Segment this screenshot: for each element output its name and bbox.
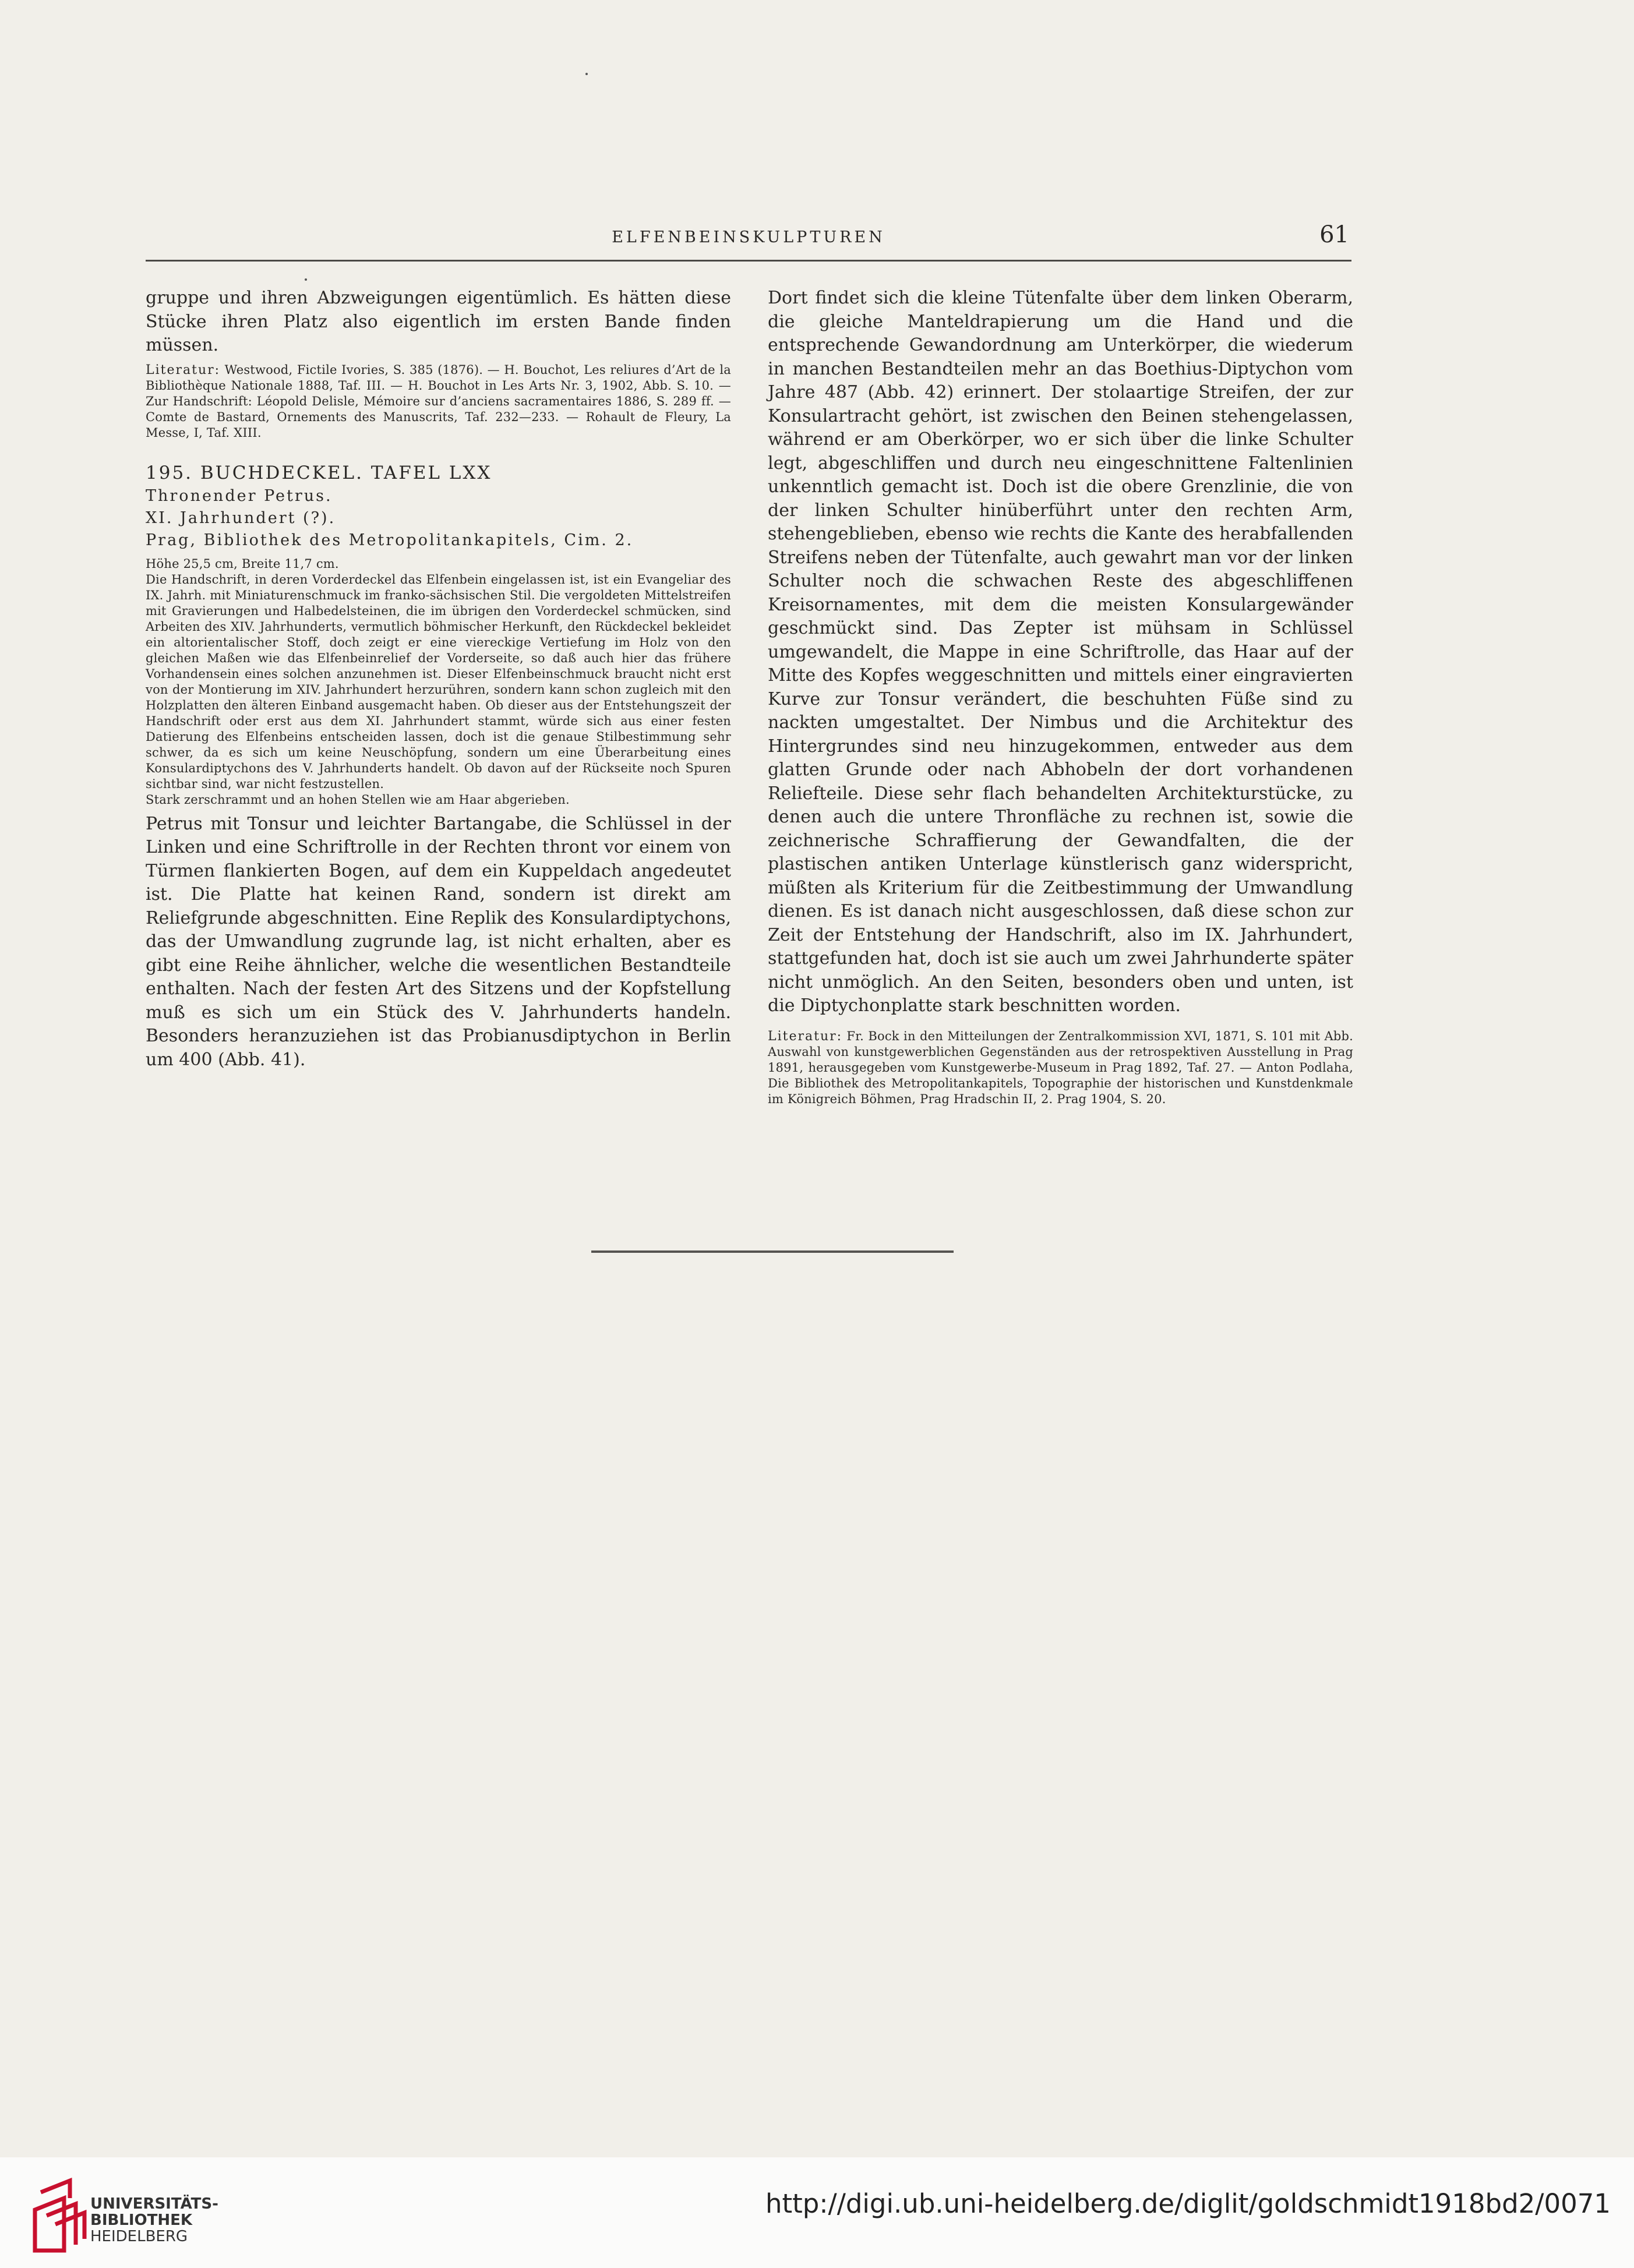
- scan-speck: [585, 73, 588, 75]
- main-paragraph-left: Petrus mit Tonsur und leichter Bartangabe, die Schlüssel in der Linken und eine Schriftrolle in der Rechten thront vor einem von Türmen flankierten Bogen, auf dem ein Kuppeldach angedeutet ist. Die Platte hat keinen Rand, sondern ist direkt am Reliefgrunde abgeschnitten. Eine Replik des Konsulardiptychons, das der Umwandlung zugrunde lag, ist nicht erhalten, aber es gibt eine Reihe ähnlicher, welche die wesentlichen Bestandteile enthalten. Nach der festen Art des Sitzens und der Kopfstellung muß es sich um ein Stück des V. Jahrhunderts handeln. Besonders heranzuziehen ist das Probianusdiptychon in Berlin um 400 (Abb. 41).: [146, 813, 731, 1070]
- scan-speck: [305, 278, 307, 281]
- running-title: ELFENBEINSKULPTUREN: [612, 228, 885, 246]
- right-column: [768, 287, 1353, 1107]
- page-footer: [0, 2157, 1634, 2268]
- page-header: [146, 221, 1351, 262]
- literature-note: [146, 362, 731, 441]
- library-name-line: HEIDELBERG: [90, 2228, 188, 2245]
- entry-title: 195. BUCHDECKEL. TAFEL LXX: [146, 462, 492, 483]
- entry-location: Prag, Bibliothek des Metropolitankapitels, Cim. 2.: [146, 531, 634, 549]
- library-name-line: BIBLIOTHEK: [90, 2212, 193, 2229]
- left-column: [146, 287, 731, 1072]
- section-end-rule: [591, 1250, 954, 1253]
- description-note: Die Handschrift, in deren Vorderdeckel das Elfenbein eingelassen ist, ist ein Evangeliar des IX. Jahrh. mit Miniaturenschmuck im franko-sächsischen Stil. Die vergoldeten Mittelstreifen mit Gravierungen und Halbedelsteinen, die im übrigen den Vorderdeckel schmücken, sind Arbeiten des XIV. Jahrhunderts, vermutlich böhmischer Herkunft, den Rückdeckel bekleidet ein altorientalischer Stoff, doch zeigt er eine viereckige Vertiefung im Holz von den gleichen Maßen wie das Elfenbeinrelief der Vorderseite, so daß auch hier das frühere Vorhandensein eines solchen anzunehmen ist. Dieser Elfenbeinschmuck braucht nicht erst von der Montierung im XIV. Jahrhundert herzurühren, sondern kann schon zugleich mit den Holzplatten den älteren Einband ausgemacht haben. Ob dieser aus der Entstehungszeit der Handschrift oder erst aus dem XI. Jahrhundert stammt, würde sich aus einer festen Datierung des Elfenbeins entscheiden lassen, doch ist die genaue Stilbestimmung sehr schwer, da es sich um keine Neuschöpfung, sondern um eine Überarbeitung eines Konsulardiptychons des V. Jahrhunderts handelt. Ob davon auf der Rückseite noch Spuren sichtbar sind, war nicht festzustellen.: [146, 572, 731, 791]
- dimensions: Höhe 25,5 cm, Breite 11,7 cm.: [146, 556, 339, 571]
- main-paragraph-right: Dort findet sich die kleine Tütenfalte über dem linken Oberarm, die gleiche Manteldrapierung um die Hand und die entsprechende Gewandordnung am Unterkörper, die wiederum in manchen Bestandteilen mehr an das Boethius-Diptychon vom Jahre 487 (Abb. 42) erinnert. Der stolaartige Streifen, der zur Konsulartracht gehört, ist zwischen den Beinen stehengelassen, während er am Oberkörper, wo er sich über die linke Schulter legt, abgeschliffen und durch neu eingeschnittene Faltenlinien unkenntlich gemacht ist. Doch ist die obere Grenzlinie, die von der linken Schulter hinüberführt unter den rechten Arm, stehengeblieben, ebenso wie rechts die Kante des herabfallenden Streifens neben der Tütenfalte, auch gewahrt man vor der linken Schulter noch die schwachen Reste des abgeschliffenen Kreisornamentes, mit dem die meisten Konsulargewänder geschmückt sind. Das Zepter ist mühsam in Schlüssel umgewandelt, die Mappe in eine Schriftrolle, das Haar auf der Mitte des Kopfes weggeschnitten und mittels einer eingravierten Kurve zur Tonsur verändert, die beschuhten Füße sind zu nackten umgestaltet. Der Nimbus und die Architektur des Hintergrundes sind neu hinzugekommen, entweder aus dem glatten Grunde oder nach Abhobeln der dort vorhandenen Reliefteile. Diese sehr flach behandelten Architekturstücke, zu denen auch die untere Thronfläche zu rechnen ist, sowie die zeichnerische Schraffierung der Gewandfalten, die der plastischen antiken Unterlage künstlerisch ganz widerspricht, müßten als Kriterium für die Zeitbestimmung der Umwandlung dienen. Es ist danach nicht ausgeschlossen, daß diese schon zur Zeit der Entstehung der Handschrift, also im IX. Jahrhundert, stattgefunden hat, doch ist sie auch um zwei Jahrhunderte später nicht unmöglich. An den Seiten, besonders oben und unten, ist die Diptychonplatte stark beschnitten worden.: [768, 288, 1353, 1016]
- page-number: 61: [1319, 221, 1349, 248]
- library-name: [90, 2196, 218, 2245]
- literature-text: Westwood, Fictile Ivories, S. 385 (1876). — H. Bouchot, Les reliures d’Art de la Bibliothèque Nationale 1888, Taf. III. — H. Bouchot in Les Arts Nr. 3, 1902, Abb. S. 10. — Zur Handschrift: Léopold Delisle, Mémoire sur d’anciens sacramentaires 1886, S. 289 ff. — Comte de Bastard, Ornements des Manuscrits, Taf. 232—233. — Rohault de Fleury, La Messe, I, Taf. XIII.: [146, 362, 731, 440]
- literature-note-right: [768, 1029, 1353, 1107]
- literature-label: Literatur:: [768, 1029, 843, 1044]
- library-logo-icon: [29, 2175, 93, 2256]
- condition-note: Stark zerschrammt und an hohen Stellen wie am Haar abgerieben.: [146, 792, 570, 807]
- library-name-line: UNIVERSITÄTS-: [90, 2195, 218, 2213]
- literature-label: Literatur:: [146, 362, 221, 377]
- literature-text: Fr. Bock in den Mitteilungen der Zentralkommission XVI, 1871, S. 101 mit Abb. Auswahl von kunstgewerblichen Gegenständen aus der retrospektiven Ausstellung in Prag 1891, herausgegeben vom Kunstgewerbe-Museum in Prag 1892, Taf. 27. — Anton Podlaha, Die Bibliothek des Metropolitankapitels, Topographie der historischen und Kunstdenkmale im Königreich Böhmen, Prag Hradschin II, 2. Prag 1904, S. 20.: [768, 1029, 1353, 1106]
- entry-subject: Thronender Petrus.: [146, 486, 333, 505]
- entry-date: XI. Jahrhundert (?).: [146, 508, 336, 527]
- intro-paragraph: gruppe und ihren Abzweigungen eigentümlich. Es hätten diese Stücke ihren Platz also eigentlich im ersten Bande finden müssen.: [146, 288, 731, 355]
- source-url-link[interactable]: http://digi.ub.uni-heidelberg.de/diglit/goldschmidt1918bd2/0071: [765, 2188, 1611, 2219]
